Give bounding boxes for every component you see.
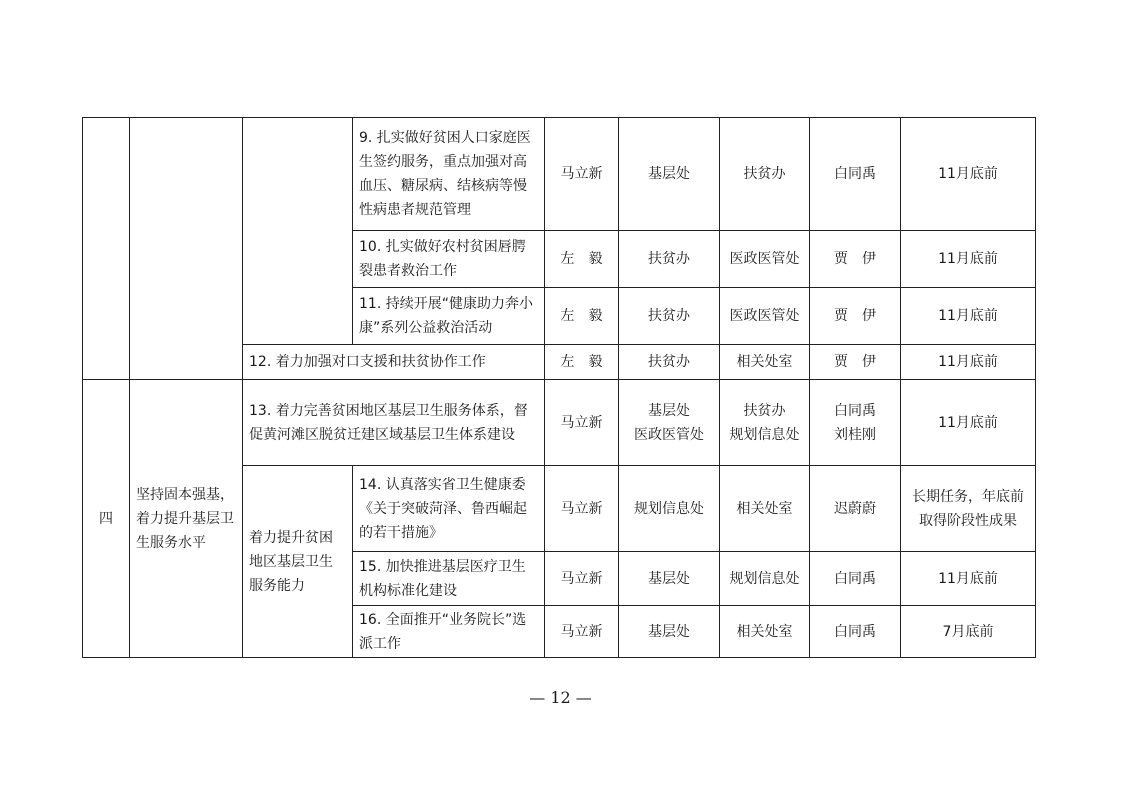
leader-cell: 马立新 (545, 606, 619, 658)
deadline-cell: 11月底前 (901, 288, 1036, 345)
coop-dept-cell: 规划信息处 (720, 552, 810, 606)
task-cell: 9. 扎实做好贫困人口家庭医生签约服务，重点加强对高血压、糖尿病、结核病等慢性病患者规范管理 (353, 118, 545, 231)
task-cell: 13. 着力完善贫困地区基层卫生服务体系，督促黄河滩区脱贫迁建区域基层卫生体系建设 (243, 380, 545, 466)
leader-cell: 左 毅 (545, 288, 619, 345)
task-cell: 15. 加快推进基层医疗卫生机构标准化建设 (353, 552, 545, 606)
task-cell: 16. 全面推开“业务院长”选派工作 (353, 606, 545, 658)
leader-cell: 马立新 (545, 118, 619, 231)
lead-dept-cell: 扶贫办 (619, 288, 720, 345)
table-row (83, 118, 1036, 231)
person-cell: 贾 伊 (810, 288, 901, 345)
leader-cell: 马立新 (545, 466, 619, 552)
deadline-cell: 7月底前 (901, 606, 1036, 658)
subsection-cell: 着力提升贫困地区基层卫生服务能力 (243, 466, 353, 658)
person-cell: 白同禹 (810, 552, 901, 606)
leader-cell: 左 毅 (545, 231, 619, 288)
deadline-cell: 11月底前 (901, 380, 1036, 466)
task-cell: 11. 持续开展“健康助力奔小康”系列公益救治活动 (353, 288, 545, 345)
deadline-cell: 11月底前 (901, 231, 1036, 288)
coop-dept-cell: 扶贫办 (720, 118, 810, 231)
person-cell: 贾 伊 (810, 231, 901, 288)
lead-dept-cell: 规划信息处 (619, 466, 720, 552)
coop-dept-cell: 相关处室 (720, 345, 810, 380)
leader-cell: 左 毅 (545, 345, 619, 380)
coop-dept-cell: 相关处室 (720, 606, 810, 658)
lead-dept-cell: 扶贫办 (619, 345, 720, 380)
lead-dept-cell: 扶贫办 (619, 231, 720, 288)
coop-dept-cell: 相关处室 (720, 466, 810, 552)
subsection-cell-empty (243, 118, 353, 345)
section-number-cell-empty (83, 118, 130, 380)
deadline-cell: 11月底前 (901, 118, 1036, 231)
deadline-cell: 长期任务，年底前取得阶段性成果 (901, 466, 1036, 552)
section-title-cell-empty (130, 118, 243, 380)
table-row (83, 380, 1036, 466)
deadline-cell: 11月底前 (901, 345, 1036, 380)
section-number-cell: 四 (83, 380, 130, 658)
coop-dept-cell: 扶贫办 规划信息处 (720, 380, 810, 466)
lead-dept-cell: 基层处 (619, 606, 720, 658)
person-cell: 白同禹 (810, 118, 901, 231)
person-cell: 贾 伊 (810, 345, 901, 380)
work-plan-table (82, 117, 1036, 658)
lead-dept-cell: 基层处 (619, 118, 720, 231)
person-cell: 迟蔚蔚 (810, 466, 901, 552)
lead-dept-cell: 基层处 医政医管处 (619, 380, 720, 466)
leader-cell: 马立新 (545, 552, 619, 606)
task-cell: 12. 着力加强对口支援和扶贫协作工作 (243, 345, 545, 380)
task-cell: 10. 扎实做好农村贫困唇腭裂患者救治工作 (353, 231, 545, 288)
lead-dept-cell: 基层处 (619, 552, 720, 606)
page-number: — 12 — (529, 688, 592, 707)
deadline-cell: 11月底前 (901, 552, 1036, 606)
section-title-cell: 坚持固本强基，着力提升基层卫生服务水平 (130, 380, 243, 658)
coop-dept-cell: 医政医管处 (720, 231, 810, 288)
leader-cell: 马立新 (545, 380, 619, 466)
person-cell: 白同禹 (810, 606, 901, 658)
person-cell: 白同禹 刘桂刚 (810, 380, 901, 466)
task-cell: 14. 认真落实省卫生健康委《关于突破菏泽、鲁西崛起的若干措施》 (353, 466, 545, 552)
coop-dept-cell: 医政医管处 (720, 288, 810, 345)
